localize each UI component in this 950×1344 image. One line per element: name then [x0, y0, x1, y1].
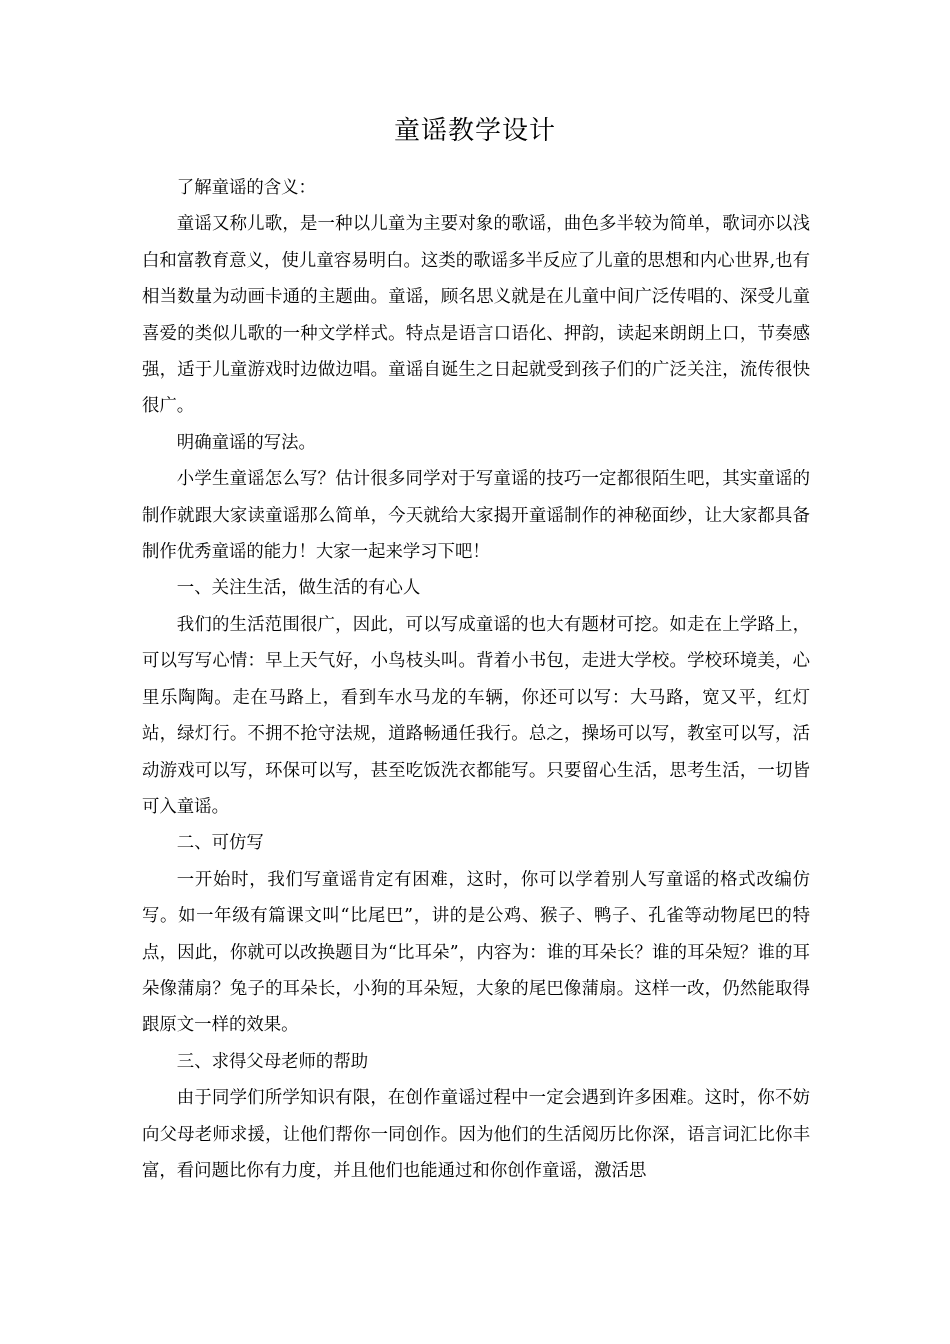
section-heading-3: 三、求得父母老师的帮助	[176, 1051, 369, 1072]
section-heading-1: 一、关注生活，做生活的有心人	[176, 578, 421, 599]
section-body-3: 由于同学们所学知识有限，在创作童谣过程中一定会遇到许多困难。这时，你不妨向父母老师求援，让他们帮你一同创作。因为他们的生活阅历比你深，语言词汇比你丰富，看问题比你有力度，并且他们也能通过和你创作童谣，激活思	[142, 1088, 810, 1181]
paragraph-writing-heading: 明确童谣的写法。	[176, 432, 316, 453]
section-heading-2: 二、可仿写	[176, 833, 264, 854]
section-body-1: 我们的生活范围很广，因此，可以写成童谣的也大有题材可挖。如走在上学路上，可以写写心情：早上天气好，小鸟枝头叫。背着小书包，走进大学校。学校环境美，心里乐陶陶。走在马路上，看到车水马龙的车辆，你还可以写：大马路，宽又平，红灯站，绿灯行。不拥不抢守法规，道路畅通任我行。总之，操场可以写，教室可以写，活动游戏可以写，环保可以写，甚至吃饭洗衣都能写。只要留心生活，思考生活，一切皆可入童谣。	[142, 614, 810, 817]
document-title: 童谣教学设计	[393, 116, 556, 146]
paragraph-writing-intro: 小学生童谣怎么写？估计很多同学对于写童谣的技巧一定都很陌生吧，其实童谣的制作就跟大家读童谣那么简单，今天就给大家揭开童谣制作的神秘面纱，让大家都具备制作优秀童谣的能力！大家一起来学习下吧！	[142, 469, 810, 563]
paragraph-meaning-body: 童谣又称儿歌，是一种以儿童为主要对象的歌谣，曲色多半较为简单，歌词亦以浅白和富教育意义，使儿童容易明白。这类的歌谣多半反应了儿童的思想和内心世界,也有相当数量为动画卡通的主题曲。童谣，顾名思义就是在儿童中间广泛传唱的、深受儿童喜爱的类似儿歌的一种文学样式。特点是语言口语化、押韵，读起来朗朗上口，节奏感强，适于儿童游戏时边做边唱。童谣自诞生之日起就受到孩子们的广泛关注，流传很快很广。	[142, 214, 810, 417]
document-body	[142, 170, 810, 1189]
paragraph-meaning-heading: 了解童谣的含义：	[176, 178, 316, 198]
section-body-2: 一开始时，我们写童谣肯定有困难，这时，你可以学着别人写童谣的格式改编仿写。如一年级有篇课文叫“比尾巴”，讲的是公鸡、猴子、鸭子、孔雀等动物尾巴的特点，因此，你就可以改换题目为“比耳朵”，内容为：谁的耳朵长？谁的耳朵短？谁的耳朵像蒲扇？兔子的耳朵长，小狗的耳朵短，大象的尾巴像蒲扇。这样一改，仍然能取得跟原文一样的效果。	[142, 869, 810, 1036]
